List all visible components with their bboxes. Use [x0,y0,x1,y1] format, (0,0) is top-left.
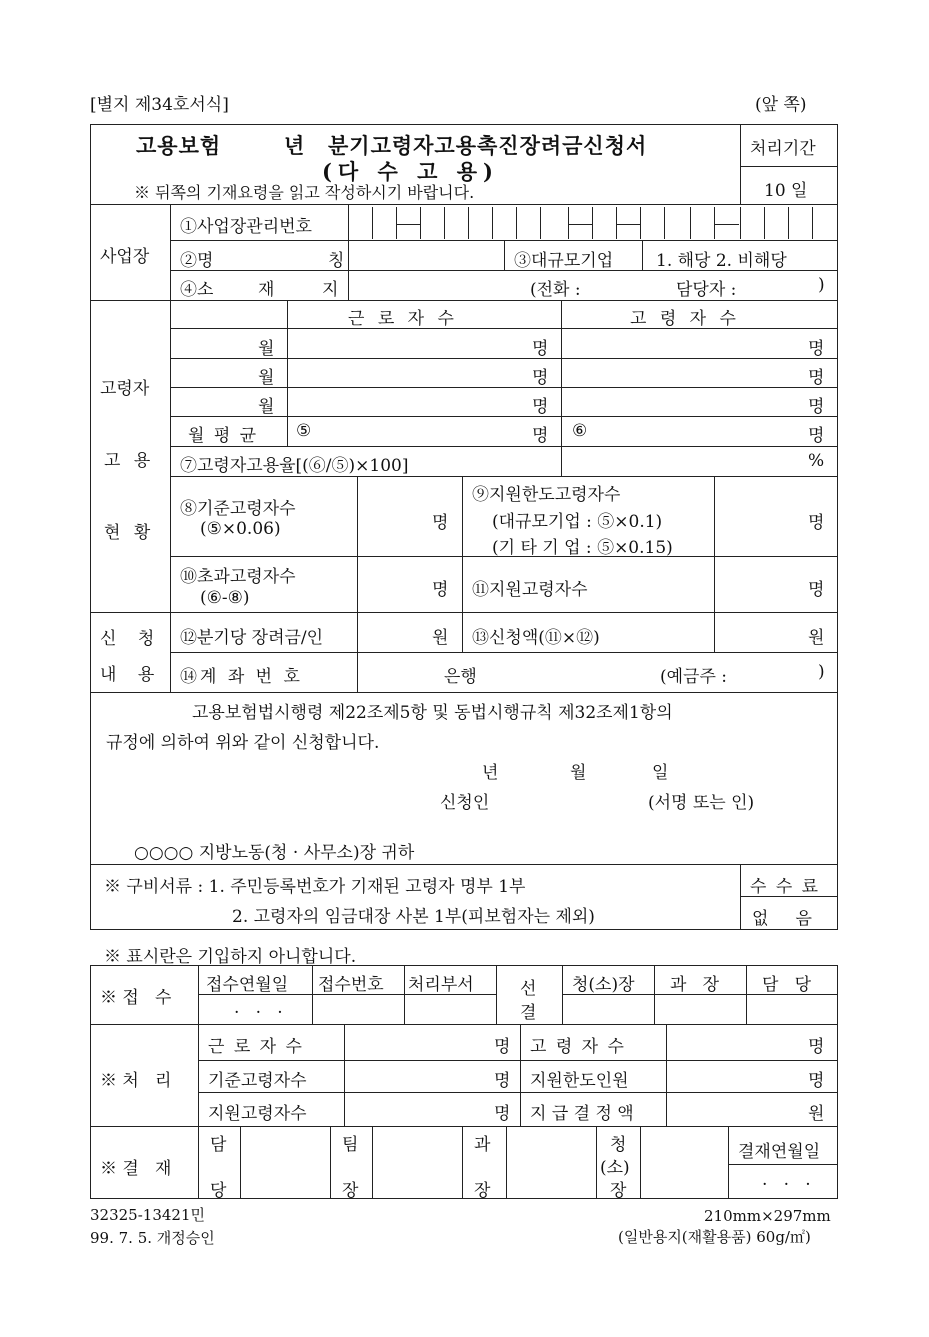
unit-person: 명 [432,513,449,533]
paper-size: 210mm×297mm [704,1207,831,1225]
process-amount: 지 급 결 정 액 [530,1104,634,1124]
unit-won: 원 [432,628,449,648]
approval-date-label: 결재연월일 [738,1142,821,1162]
unit-won: 원 [808,628,825,648]
unit-person: 명 [808,368,825,388]
date-year: 년 [482,763,499,783]
receipt-number-header: 접수번호 [318,975,384,995]
approver-staff-a: 담 [210,1135,227,1155]
form-number: [별지 제34호서식] [90,95,229,115]
month-label: 월 [258,397,275,417]
unit-won: 원 [808,1104,825,1124]
unit-person: 명 [532,339,549,359]
applicant-label: 신청인 [440,793,490,813]
unit-person: 명 [432,580,449,600]
unit-person: 명 [808,513,825,533]
approval-label-2: 결 [520,1003,537,1023]
fee-value: 없 음 [752,909,812,929]
receipt-date-header: 접수연월일 [206,975,289,995]
support-limit-other: (기 타 기 업 : ⑤×0.15) [492,538,673,558]
form-code: 32325-13421민 [90,1206,205,1224]
fee-label: 수 수 료 [750,877,821,897]
required-docs-1: ※ 구비서류 : 1. 주민등록번호가 기재된 고령자 명부 1부 [104,877,526,897]
revision-approval: 99. 7. 5. 개정승인 [90,1229,215,1247]
approver-chief-a: 청 [610,1135,627,1155]
unit-person: 명 [532,368,549,388]
approval-row-label: ※ 결 재 [100,1159,172,1179]
large-company-label: ③대규모기업 [514,251,614,271]
approver-section-a: 과 [474,1135,491,1155]
approver-staff-b: 당 [210,1181,227,1201]
employment-rate-label: ⑦고령자고용율[(⑥/⑤)×100] [180,456,409,476]
required-docs-2: 2. 고령자의 임금대장 사본 1부(피보험자는 제외) [232,907,595,927]
unit-percent: % [808,451,825,471]
process-base-elderly: 기준고령자수 [208,1071,307,1091]
chief-header: 청(소)장 [572,975,635,995]
month-label: 월 [258,368,275,388]
address-label-a: ④소 [180,280,214,300]
application-amount-label: ⑬신청액(⑪×⑫) [472,628,600,648]
title-prefix: 고용보험 [136,133,222,158]
signature-label: (서명 또는 인) [648,793,755,813]
name-label-a: ②명 [180,251,214,271]
col-elderly-header: 고 령 자 수 [630,309,740,329]
declaration-line-1: 고용보험법시행령 제22조제5항 및 동법시행규칙 제32조제1항의 [192,703,673,723]
director-header: 과 장 [670,975,720,995]
col-workers-header: 근 로 자 수 [348,309,458,329]
approver-chief-b: (소) [600,1158,630,1178]
paper-type: (일반용지(재활용품) 60g/㎡) [618,1228,811,1246]
unit-person: 명 [808,397,825,417]
unit-person: 명 [808,1071,825,1091]
account-holder-label: (예금주 : [660,667,728,687]
base-elderly-formula: (⑤×0.06) [200,519,281,539]
date-month: 월 [570,763,587,783]
receipt-label: ※ 접 수 [100,988,172,1008]
staff-header: 담 당 [762,975,812,995]
support-limit-label: ⑨지원한도고령자수 [472,485,621,505]
unit-person: 명 [494,1037,511,1057]
title-subtitle: (다 수 고 용) [322,159,499,184]
business-number-label: ①사업장관리번호 [180,217,312,237]
office-only-note: ※ 표시란은 기입하지 아니합니다. [104,947,357,967]
approval-label-1: 선 [520,979,537,999]
office-only-frame [90,965,838,1199]
elderly-section-label-3: 현 황 [104,523,155,543]
month-label: 월 [258,339,275,359]
unit-person: 명 [808,580,825,600]
approver-team-b: 장 [342,1181,359,1201]
title-main: 분기고령자고용촉진장려금신청서 [328,133,648,158]
processing-dept-header: 처리부서 [408,975,474,995]
unit-person: 명 [808,339,825,359]
process-elderly: 고 령 자 수 [530,1037,626,1057]
process-support-limit: 지원한도인원 [530,1071,629,1091]
process-workers: 근 로 자 수 [208,1037,304,1057]
field-6-marker: ⑥ [572,421,588,441]
phone-label: (전화 : [530,280,581,300]
period-value: 10 일 [764,181,808,201]
support-limit-large: (대규모기업 : ⑤×0.1) [492,512,663,532]
excess-elderly-formula: (⑥-⑧) [200,588,250,608]
approver-team-a: 팀 [342,1135,359,1155]
elderly-section-label-1: 고령자 [100,379,150,399]
period-label: 처리기간 [750,139,816,159]
large-company-options[interactable]: 1. 해당 2. 비해당 [656,251,787,271]
elderly-section-label-2: 고 용 [104,451,155,471]
title-note: ※ 뒤쪽의 기재요령을 읽고 작성하시기 바랍니다. [134,183,475,202]
unit-person: 명 [532,397,549,417]
unit-person: 명 [808,426,825,446]
manager-label: 담당자 : [676,280,737,300]
apply-section-label-1: 신 청 [100,629,163,649]
address-label-b: 재 [258,280,275,300]
supported-elderly-label: ⑪지원고령자수 [472,580,588,600]
monthly-average-label: 월 평 균 [188,426,259,446]
name-label-b: 칭 [328,251,345,271]
account-number-label: ⑭계 좌 번 호 [180,667,303,687]
apply-section-label-2: 내 용 [100,665,163,685]
bank-label: 은행 [444,667,477,687]
approver-section-b: 장 [474,1181,491,1201]
account-holder-close: ) [818,662,825,682]
unit-person: 명 [808,1037,825,1057]
unit-person: 명 [532,426,549,446]
quarterly-subsidy-label: ⑫분기당 장려금/인 [180,628,324,648]
base-elderly-label: ⑧기준고령자수 [180,499,296,519]
process-label: ※ 처 리 [100,1071,172,1091]
address-label-c: 지 [322,280,339,300]
addressee: ○○○○ 지방노동(청 · 사무소)장 귀하 [134,843,415,863]
date-day: 일 [652,763,669,783]
unit-person: 명 [494,1071,511,1091]
approver-chief-c: 장 [610,1181,627,1201]
excess-elderly-label: ⑩초과고령자수 [180,567,296,587]
page-side: (앞 쪽) [755,95,807,115]
workplace-section-label: 사업장 [100,247,150,267]
process-supported: 지원고령자수 [208,1104,307,1124]
title-year: 년 [284,133,306,158]
unit-person: 명 [494,1104,511,1124]
receipt-date-dots: . . . [234,998,283,1018]
declaration-line-2: 규정에 의하여 위와 같이 신청합니다. [106,733,380,753]
address-close: ) [818,275,825,295]
field-5-marker: ⑤ [296,421,312,441]
approval-date-dots: . . . [762,1170,811,1190]
